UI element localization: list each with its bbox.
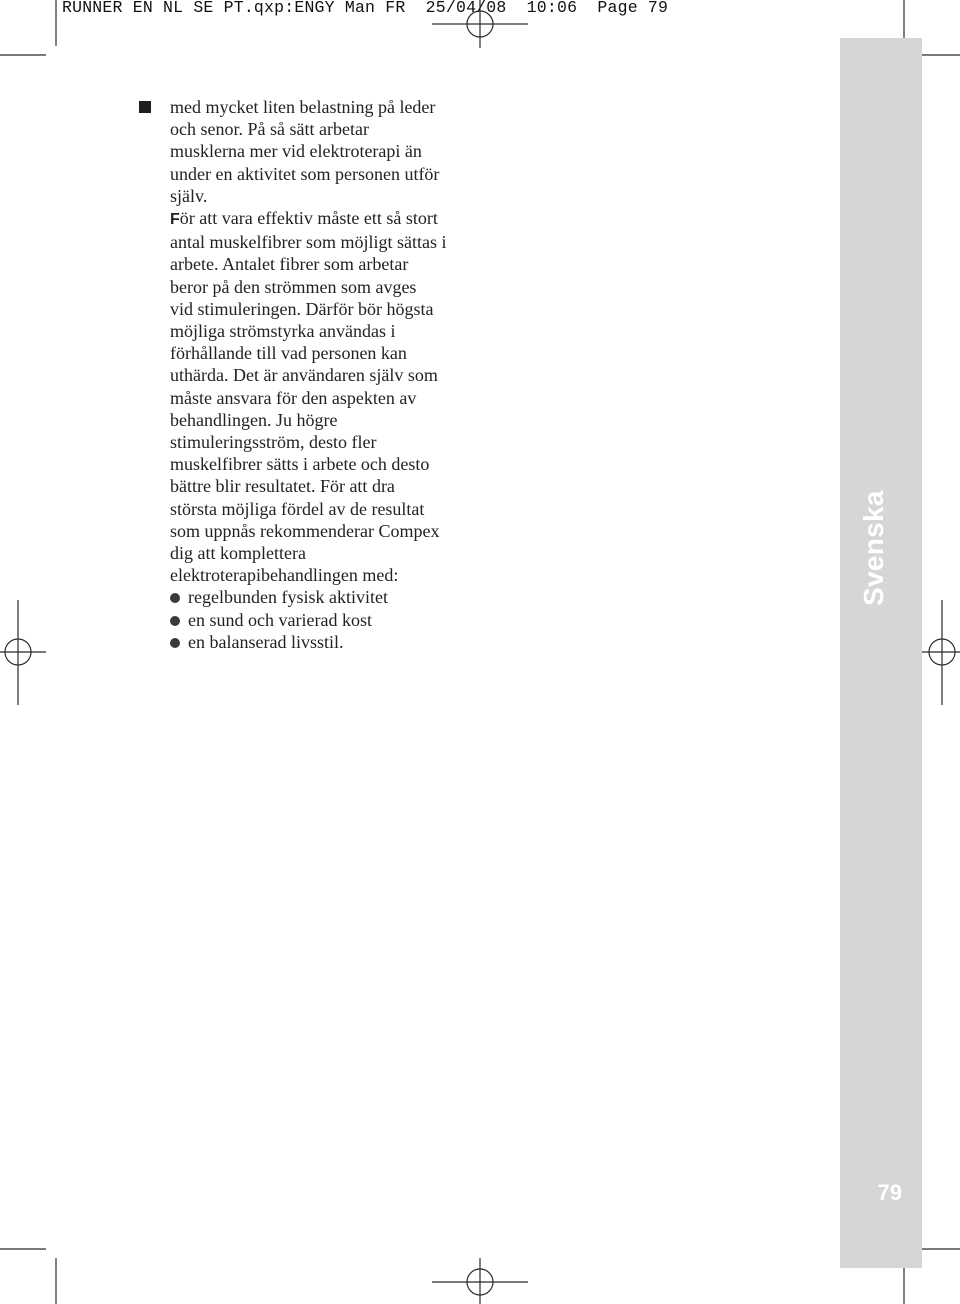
body-line: uthärda. Det är användaren själv som bbox=[170, 365, 438, 386]
body-line: behandlingen. Ju högre bbox=[170, 409, 338, 430]
body-line: stimuleringsström, desto fler bbox=[170, 432, 377, 453]
body-line-rest: ör att vara effektiv måste ett så stort bbox=[179, 208, 438, 229]
body-line: musklerna mer vid elektroterapi än bbox=[170, 141, 422, 162]
body-line: vid stimuleringen. Därför bör högsta bbox=[170, 298, 434, 319]
body-line: förhållande till vad personen kan bbox=[170, 343, 407, 364]
page-number: 79 bbox=[877, 1180, 902, 1205]
round-bullet-icon bbox=[170, 616, 180, 626]
list-item-text: en balanserad livsstil. bbox=[188, 631, 344, 652]
body-line: muskelfibrer sätts i arbete och desto bbox=[170, 454, 430, 475]
list-item bbox=[170, 586, 490, 608]
list-item-text: regelbunden fysisk aktivitet bbox=[188, 587, 388, 608]
print-slug-line: RUNNER EN NL SE PT.qxp:ENGY Man FR 25/04/08 10:06 Page 79 bbox=[62, 0, 669, 17]
list-item bbox=[170, 631, 490, 653]
body-line: antal muskelfibrer som möjligt sättas i bbox=[170, 232, 447, 253]
body-line: bättre blir resultatet. För att dra bbox=[170, 476, 395, 497]
body-text bbox=[170, 96, 490, 653]
body-line: med mycket liten belastning på leder bbox=[170, 97, 436, 117]
round-bullet-icon bbox=[170, 593, 180, 603]
paragraph-start-line bbox=[170, 207, 490, 231]
list-item-text: en sund och varierad kost bbox=[188, 609, 372, 630]
body-line: själv. bbox=[170, 185, 208, 206]
recommendation-list bbox=[170, 586, 490, 653]
body-line: beror på den strömmen som avges bbox=[170, 276, 417, 297]
continuation-square-bullet bbox=[139, 101, 151, 113]
round-bullet-icon bbox=[170, 638, 180, 648]
paragraph-initial: F bbox=[170, 211, 180, 229]
body-line: elektroterapibehandlingen med: bbox=[170, 565, 399, 586]
body-line: dig att komplettera bbox=[170, 543, 306, 564]
body-line: och senor. På så sätt arbetar bbox=[170, 119, 369, 140]
body-line: under en aktivitet som personen utför bbox=[170, 163, 440, 184]
body-line: arbete. Antalet fibrer som arbetar bbox=[170, 254, 409, 275]
body-line: möjliga strömstyrka användas i bbox=[170, 321, 396, 342]
language-tab-sidebar bbox=[840, 38, 922, 1268]
body-line: måste ansvara för den aspekten av bbox=[170, 387, 417, 408]
body-line: som uppnås rekommenderar Compex bbox=[170, 520, 440, 541]
language-section-label: Svenska bbox=[858, 490, 889, 606]
body-line: största möjliga fördel av de resultat bbox=[170, 498, 425, 519]
list-item bbox=[170, 609, 490, 631]
